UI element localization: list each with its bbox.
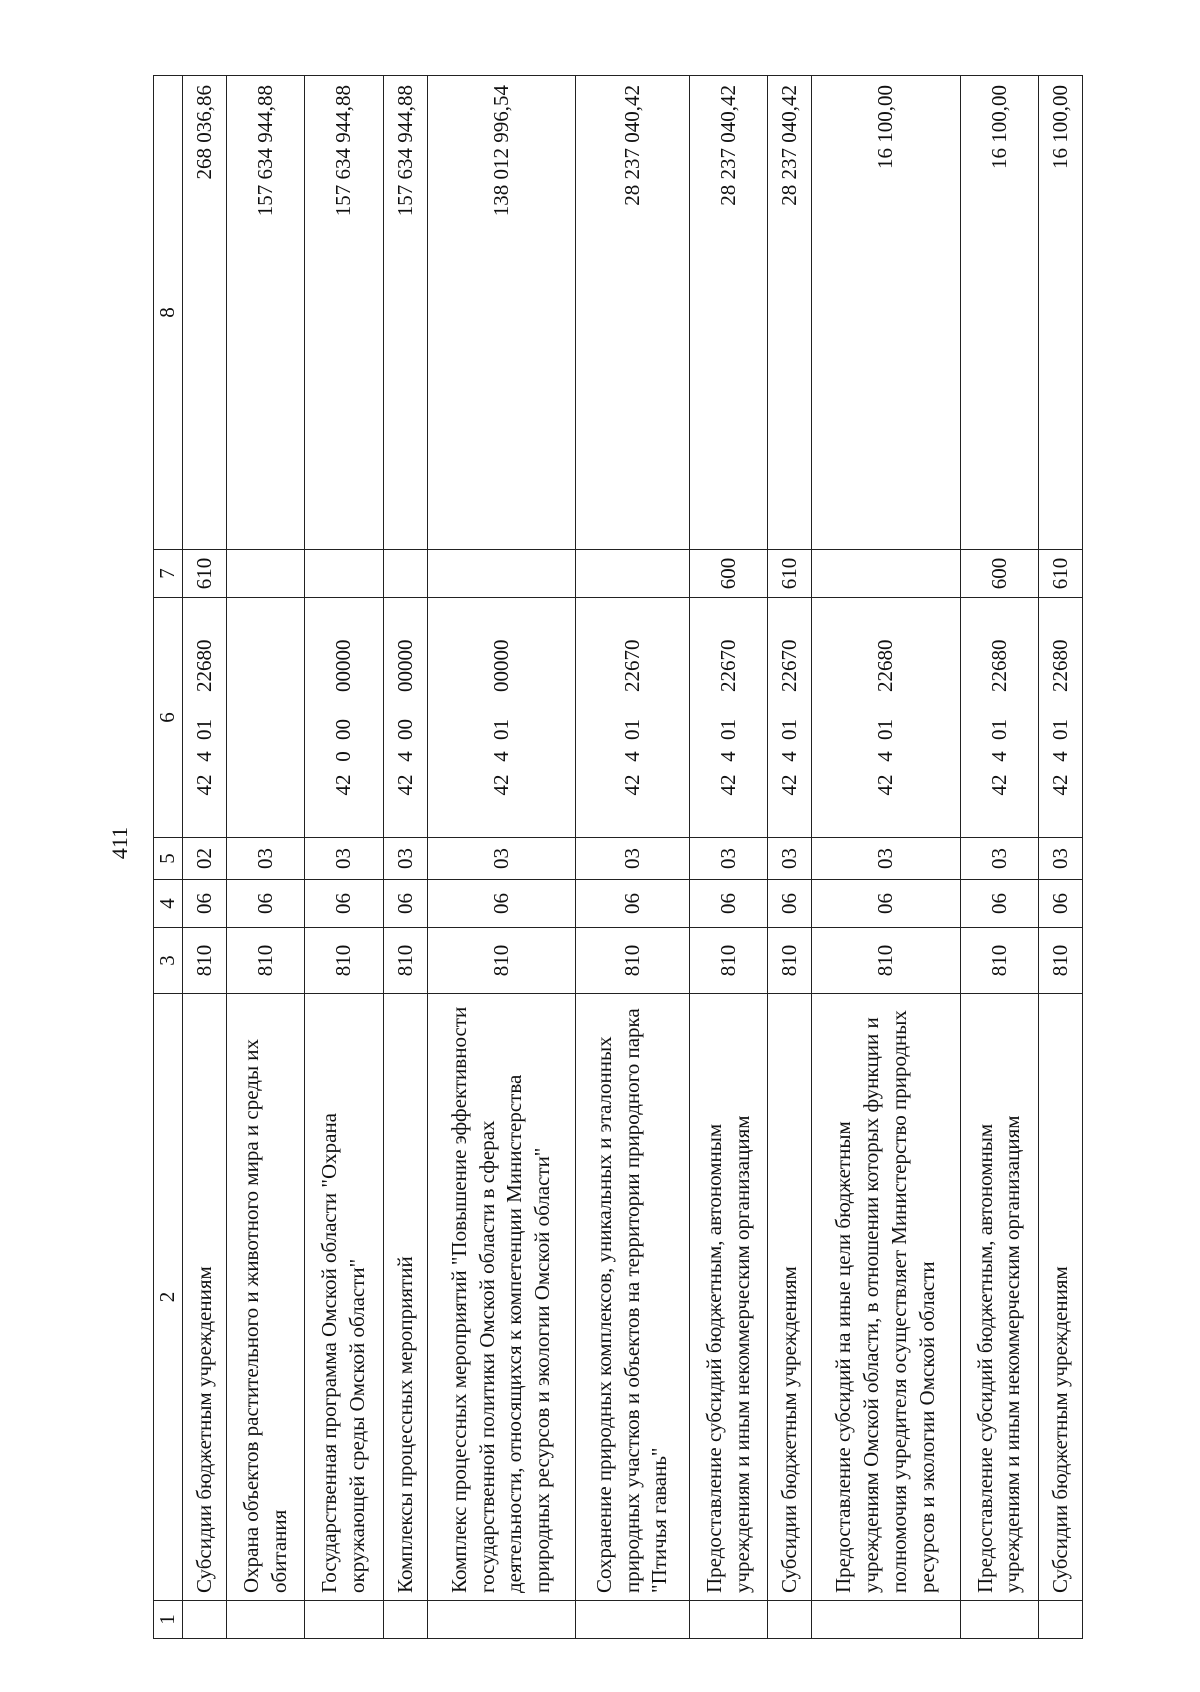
target-article-cell <box>812 598 960 838</box>
subsection-code-cell: 03 <box>689 838 768 880</box>
row-number-cell <box>183 1601 227 1639</box>
program-code: 42 <box>986 774 1011 796</box>
row-number-cell <box>427 1601 575 1639</box>
item-name-cell: Предоставление субсидий на иные цели бюджетным учреждениям Омской области, в отношении которых функции и полномочия учредителя осуществляет Министерство природных ресурсов и экологии Омской области <box>812 994 960 1601</box>
direction-code: 22670 <box>619 639 644 692</box>
subsection-code-cell: 03 <box>768 838 812 880</box>
item-name-cell: Комплекс процессных мероприятий "Повышение эффективности государственной политики Омской области в сферах деятельности, относящихся к компетенции Министерства природных ресурсов и экологии Омской области" <box>427 994 575 1601</box>
subprogram-code: 4 <box>619 751 644 762</box>
event-code: 01 <box>1047 719 1072 740</box>
section-code-cell: 06 <box>183 880 227 928</box>
program-code: 42 <box>392 774 417 796</box>
program-code: 42 <box>331 774 356 796</box>
table-row <box>576 76 690 1639</box>
program-code: 42 <box>872 774 897 796</box>
ministry-code-cell: 810 <box>384 928 428 994</box>
subsection-code-cell: 03 <box>812 838 960 880</box>
program-code: 42 <box>776 774 801 796</box>
ministry-code-cell: 810 <box>689 928 768 994</box>
section-code-cell: 06 <box>689 880 768 928</box>
target-article-cell <box>183 598 227 838</box>
direction-code: 22680 <box>191 639 216 692</box>
expense-type-cell <box>305 550 384 598</box>
table-row <box>960 76 1039 1639</box>
item-name-cell: Комплексы процессных мероприятий <box>384 994 428 1601</box>
program-code: 42 <box>715 774 740 796</box>
target-article-cell <box>1039 598 1083 838</box>
ministry-code-cell: 810 <box>960 928 1039 994</box>
target-article-cell <box>384 598 428 838</box>
table-row <box>1039 76 1083 1639</box>
event-code: 00 <box>392 719 417 740</box>
expense-type-cell <box>576 550 690 598</box>
table-row <box>812 76 960 1639</box>
ministry-code-cell: 810 <box>305 928 384 994</box>
target-article-cell <box>576 598 690 838</box>
row-number-cell <box>768 1601 812 1639</box>
target-article-cell <box>427 598 575 838</box>
table-row <box>183 76 227 1639</box>
column-header: 6 <box>154 598 183 838</box>
amount-cell: 28 237 040,42 <box>576 76 690 550</box>
item-name-cell: Предоставление субсидий бюджетным, автономным учреждениям и иным некоммерческим организациям <box>960 994 1039 1601</box>
program-code: 42 <box>1047 774 1072 796</box>
column-header: 5 <box>154 838 183 880</box>
direction-code: 22680 <box>872 639 897 692</box>
amount-cell: 28 237 040,42 <box>768 76 812 550</box>
row-number-cell <box>226 1601 305 1639</box>
item-name-cell: Охрана объектов растительного и животного мира и среды их обитания <box>226 994 305 1601</box>
event-code: 01 <box>715 719 740 740</box>
expense-type-cell: 610 <box>183 550 227 598</box>
row-number-cell <box>689 1601 768 1639</box>
target-article-cell <box>768 598 812 838</box>
subsection-code-cell: 03 <box>576 838 690 880</box>
amount-cell: 16 100,00 <box>960 76 1039 550</box>
ministry-code-cell: 810 <box>183 928 227 994</box>
subsection-code-cell: 03 <box>384 838 428 880</box>
ministry-code-cell: 810 <box>1039 928 1083 994</box>
target-article-cell <box>689 598 768 838</box>
subsection-code-cell: 03 <box>960 838 1039 880</box>
subprogram-code: 4 <box>191 751 216 762</box>
direction-code: 22680 <box>986 639 1011 692</box>
section-code-cell: 06 <box>960 880 1039 928</box>
table-row <box>384 76 428 1639</box>
ministry-code-cell: 810 <box>226 928 305 994</box>
header-row <box>154 76 183 1639</box>
subsection-code-cell: 02 <box>183 838 227 880</box>
subprogram-code: 4 <box>986 751 1011 762</box>
subprogram-code: 4 <box>488 751 513 762</box>
subsection-code-cell: 03 <box>305 838 384 880</box>
event-code: 01 <box>986 719 1011 740</box>
target-article-cell <box>226 598 305 838</box>
page-number: 411 <box>107 826 132 860</box>
program-code: 42 <box>488 774 513 796</box>
direction-code: 22670 <box>776 639 801 692</box>
table-row <box>226 76 305 1639</box>
item-name-cell: Сохранение природных комплексов, уникальных и эталонных природных участков и объектов на территории природного парка "Птичья гавань" <box>576 994 690 1601</box>
subprogram-code: 4 <box>715 751 740 762</box>
row-number-cell <box>576 1601 690 1639</box>
section-code-cell: 06 <box>768 880 812 928</box>
amount-cell: 138 012 996,54 <box>427 76 575 550</box>
direction-code: 00000 <box>331 639 356 692</box>
event-code: 01 <box>776 719 801 740</box>
section-code-cell: 06 <box>226 880 305 928</box>
subprogram-code: 0 <box>331 751 356 762</box>
amount-cell: 157 634 944,88 <box>305 76 384 550</box>
event-code: 00 <box>331 719 356 740</box>
expense-type-cell <box>226 550 305 598</box>
event-code: 01 <box>488 719 513 740</box>
section-code-cell: 06 <box>812 880 960 928</box>
column-header: 1 <box>154 1601 183 1639</box>
amount-cell: 157 634 944,88 <box>384 76 428 550</box>
table-row <box>427 76 575 1639</box>
section-code-cell: 06 <box>305 880 384 928</box>
event-code: 01 <box>619 719 644 740</box>
amount-cell: 28 237 040,42 <box>689 76 768 550</box>
ministry-code-cell: 810 <box>427 928 575 994</box>
table-row <box>305 76 384 1639</box>
section-code-cell: 06 <box>576 880 690 928</box>
ministry-code-cell: 810 <box>812 928 960 994</box>
row-number-cell <box>305 1601 384 1639</box>
expense-type-cell: 610 <box>768 550 812 598</box>
subsection-code-cell: 03 <box>226 838 305 880</box>
subsection-code-cell: 03 <box>427 838 575 880</box>
amount-cell: 16 100,00 <box>812 76 960 550</box>
section-code-cell: 06 <box>1039 880 1083 928</box>
amount-cell: 268 036,86 <box>183 76 227 550</box>
row-number-cell <box>960 1601 1039 1639</box>
item-name-cell: Субсидии бюджетным учреждениям <box>1039 994 1083 1601</box>
amount-cell: 157 634 944,88 <box>226 76 305 550</box>
column-header: 3 <box>154 928 183 994</box>
budget-table <box>153 75 1083 1639</box>
subprogram-code: 4 <box>776 751 801 762</box>
event-code: 01 <box>191 719 216 740</box>
table-row <box>689 76 768 1639</box>
expense-type-cell: 600 <box>960 550 1039 598</box>
expense-type-cell <box>384 550 428 598</box>
subsection-code-cell: 03 <box>1039 838 1083 880</box>
direction-code: 22670 <box>715 639 740 692</box>
direction-code: 00000 <box>392 639 417 692</box>
subprogram-code: 4 <box>392 751 417 762</box>
item-name-cell: Субсидии бюджетным учреждениям <box>768 994 812 1601</box>
event-code: 01 <box>872 719 897 740</box>
amount-cell: 16 100,00 <box>1039 76 1083 550</box>
column-header: 8 <box>154 76 183 550</box>
direction-code: 22680 <box>1047 639 1072 692</box>
row-number-cell <box>1039 1601 1083 1639</box>
item-name-cell: Субсидии бюджетным учреждениям <box>183 994 227 1601</box>
program-code: 42 <box>191 774 216 796</box>
expense-type-cell <box>812 550 960 598</box>
subprogram-code: 4 <box>1047 751 1072 762</box>
row-number-cell <box>812 1601 960 1639</box>
column-header: 7 <box>154 550 183 598</box>
item-name-cell: Предоставление субсидий бюджетным, автономным учреждениям и иным некоммерческим организациям <box>689 994 768 1601</box>
section-code-cell: 06 <box>427 880 575 928</box>
target-article-cell <box>305 598 384 838</box>
budget-table-container <box>153 76 1083 1639</box>
column-header: 4 <box>154 880 183 928</box>
target-article-cell <box>960 598 1039 838</box>
item-name-cell: Государственная программа Омской области "Охрана окружающей среды Омской области" <box>305 994 384 1601</box>
section-code-cell: 06 <box>384 880 428 928</box>
expense-type-cell <box>427 550 575 598</box>
column-header: 2 <box>154 994 183 1601</box>
expense-type-cell: 600 <box>689 550 768 598</box>
ministry-code-cell: 810 <box>576 928 690 994</box>
subprogram-code: 4 <box>872 751 897 762</box>
table-row <box>768 76 812 1639</box>
expense-type-cell: 610 <box>1039 550 1083 598</box>
row-number-cell <box>384 1601 428 1639</box>
ministry-code-cell: 810 <box>768 928 812 994</box>
program-code: 42 <box>619 774 644 796</box>
direction-code: 00000 <box>488 639 513 692</box>
